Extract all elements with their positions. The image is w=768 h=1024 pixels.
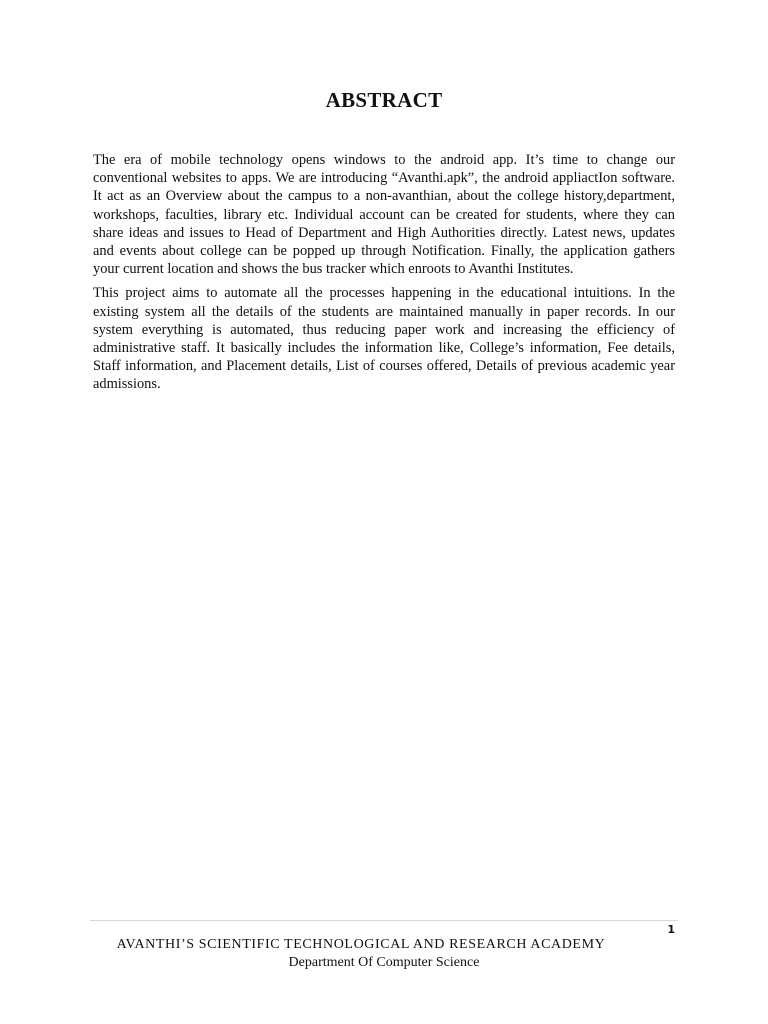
abstract-paragraph-1: The era of mobile technology opens windows to the android app. It’s time to change our conventional websites to apps. We are introducing “Avanthi.apk”, the android appliactIon software. It act as an Overview about the campus to a non-avanthian, about the college history,department, workshops, faculties, library etc. Individual account can be created for students, where they can share ideas and issues to Head of Department and High Authorities directly. Latest news, updates and events about college can be popped up through Notification. Finally, the application gathers your current location and shows the bus tracker which enroots to Avanthi Institutes.	[93, 152, 675, 278]
page-number: 1	[667, 923, 675, 936]
abstract-body	[93, 151, 675, 394]
footer-institute-name: AVANTHI’S SCIENTIFIC TECHNOLOGICAL AND RESEARCH ACADEMY	[116, 937, 606, 952]
footer-department: Department Of Computer Science	[288, 955, 480, 970]
abstract-paragraph-2: This project aims to automate all the processes happening in the educational intuitions. In the existing system all the details of the students are maintained manually in paper records. In our system everything is automated, thus reducing paper work and increasing the efficiency of administrative staff. It basically includes the information like, College’s information, Fee details, Staff information, and Placement details, List of courses offered, Details of previous academic year admissions.	[93, 285, 675, 393]
footer-divider	[90, 920, 678, 921]
page-title: ABSTRACT	[325, 88, 443, 112]
